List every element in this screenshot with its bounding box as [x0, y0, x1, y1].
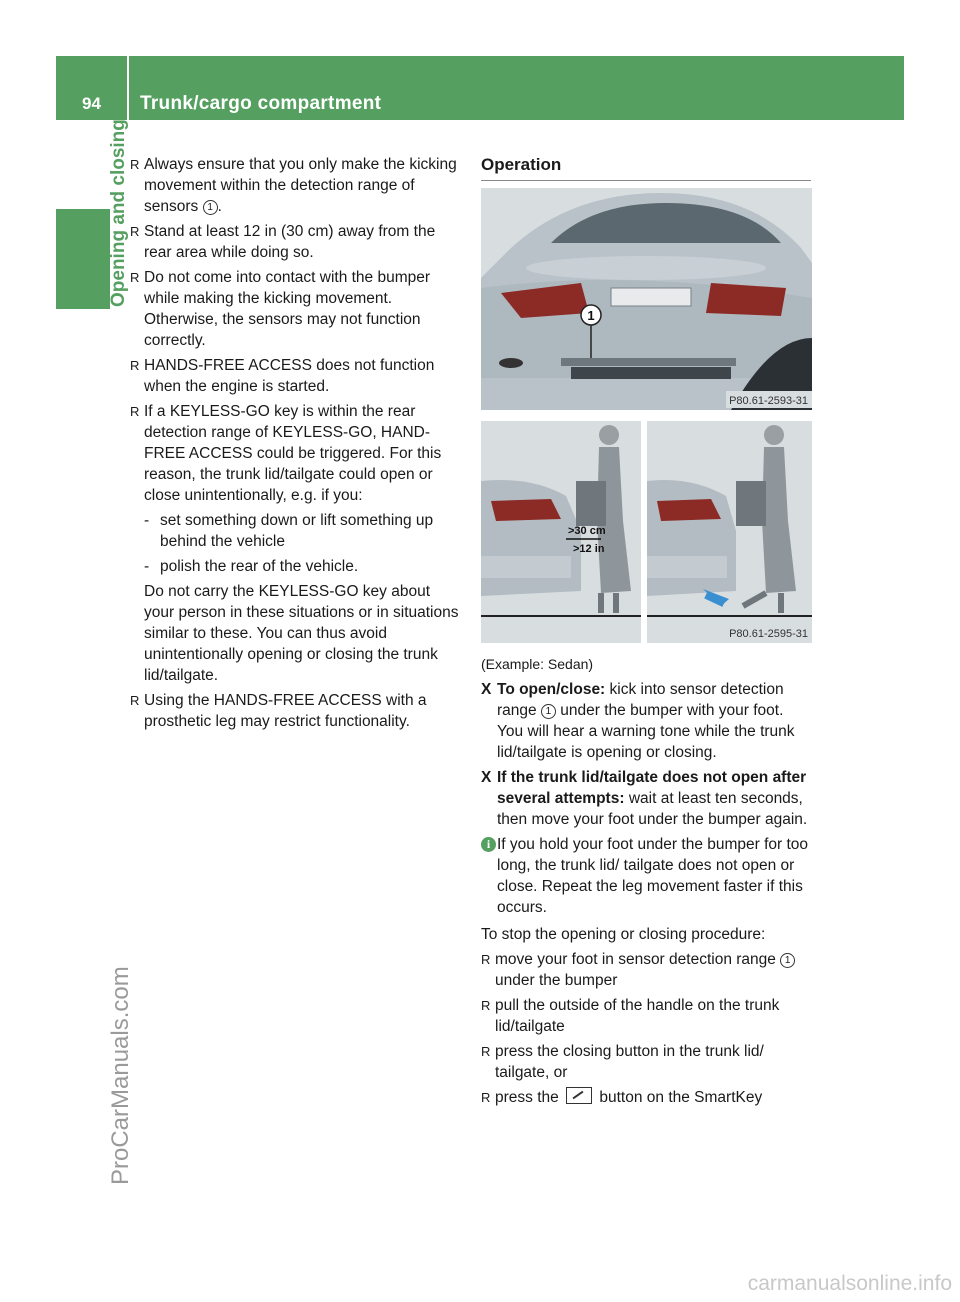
right-column-body — [481, 654, 811, 1112]
instruction-step: X If the trunk lid/tailgate does not open after several attempts: wait at least ten seconds, then move your foot under the bumper again. — [481, 769, 808, 828]
car-rear-illustration — [481, 188, 812, 410]
paragraph: Do not carry the KEYLESS-GO key about your person in these situations or in situations similar to these. You can thus avoid unintentionally opening or closing the trunk lid/tailgate. — [144, 583, 459, 684]
distance-in-label: >12 in — [573, 543, 605, 555]
car-rear-figure — [481, 188, 812, 410]
header-divider — [127, 56, 129, 120]
paragraph: To stop the opening or closing procedure: — [481, 926, 766, 943]
trunk-key-icon — [566, 1087, 592, 1104]
section-heading: Operation — [481, 154, 811, 181]
figure-code: P80.61-2593-31 — [729, 395, 808, 407]
kick-movement-figure — [481, 421, 812, 643]
distance-cm-label: >30 cm — [568, 525, 606, 537]
side-section-label: Opening and closing — [108, 119, 129, 307]
instruction-step: X To open/close: kick into sensor detection range 1 under the bumper with your foot. You will hear a warning tone while the trunk lid/tailgate is opening or closing. — [481, 681, 795, 761]
side-watermark: ProCarManuals.com — [107, 966, 134, 1185]
footer-watermark: carmanualsonline.info — [747, 1272, 952, 1295]
list-item: R HANDS-FREE ACCESS does not function when the engine is started. — [130, 355, 460, 397]
right-column — [481, 154, 811, 185]
side-tab — [56, 209, 110, 309]
sub-list-item: - set something down or lift something up behind the vehicle — [130, 510, 460, 552]
page-title: Trunk/cargo compartment — [140, 93, 382, 114]
list-item: R press the closing button in the trunk lid/ tailgate, or — [481, 1041, 811, 1083]
step-marker-icon: X — [481, 681, 492, 698]
left-column — [130, 154, 460, 736]
info-icon: i — [481, 837, 496, 852]
figure-code: P80.61-2595-31 — [729, 628, 808, 640]
list-item: R Using the HANDS-FREE ACCESS with a prosthetic leg may restrict functionality. — [130, 690, 460, 732]
sub-list-item: - polish the rear of the vehicle. — [130, 556, 460, 577]
step-marker-icon: X — [481, 769, 492, 786]
list-item: R press the button on the SmartKey — [481, 1087, 811, 1108]
info-note: i If you hold your foot under the bumper for too long, the trunk lid/ tailgate does not open or close. Repeat the leg movement faster if this occurs. — [481, 834, 811, 918]
list-item: R Stand at least 12 in (30 cm) away from the rear area while doing so. — [130, 221, 460, 263]
callout-1-icon: 1 — [541, 704, 556, 719]
kick-movement-illustration — [481, 421, 812, 643]
page-number: 94 — [82, 94, 101, 113]
callout-1-icon: 1 — [203, 200, 218, 215]
list-item: R Always ensure that you only make the kicking movement within the detection range of sensors 1 . — [130, 154, 460, 217]
callout-1-icon: 1 — [780, 953, 795, 968]
list-item: R move your foot in sensor detection range 1 under the bumper — [481, 949, 811, 991]
list-item: R Do not come into contact with the bumper while making the kicking movement. Otherwise, the sensors may not function correctly. — [130, 267, 460, 351]
figure-caption: (Example: Sedan) — [481, 656, 594, 672]
list-item: R pull the outside of the handle on the trunk lid/tailgate — [481, 995, 811, 1037]
list-item: R If a KEYLESS-GO key is within the rear detection range of KEYLESS-GO, HAND-FREE ACCESS could be triggered. For this reason, the trunk lid/tailgate could open or close unintentionally, e.g. if you: — [130, 401, 460, 506]
figure-callout: 1 — [587, 308, 595, 323]
